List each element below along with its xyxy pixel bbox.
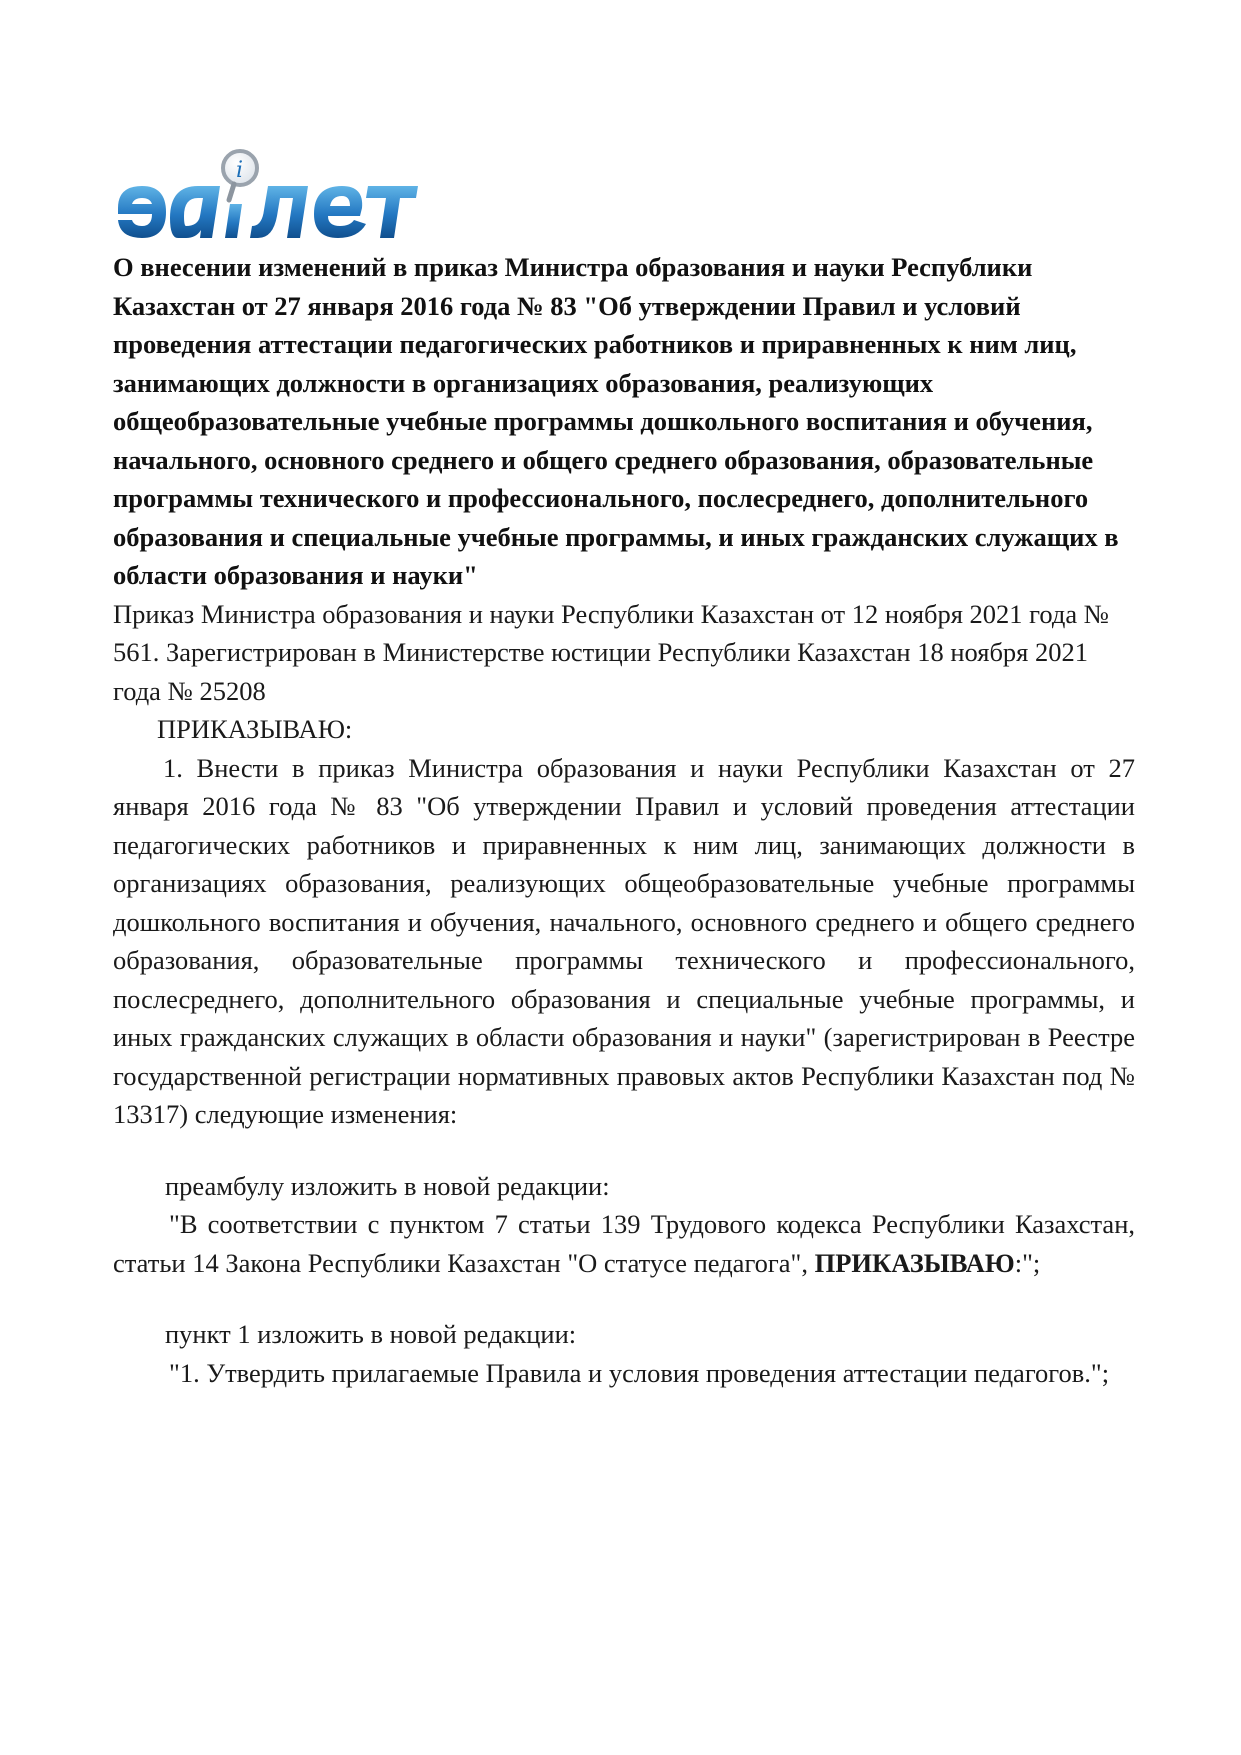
preamble-text: "В соответствии с пунктом 7 статьи 139 Трудового кодекса Республики Казахстан, статьи 14 Закона Республики Казахстан "О статусе педагога",: [113, 1209, 1135, 1278]
document-title: О внесении изменений в приказ Министра образования и науки Республики Казахстан от 27 января 2016 года № 83 "Об утверждении Правил и условий проведения аттестации педагогических работников и приравненных к ним лиц, занимающих должности в организациях образования, реализующих общеобразовательные учебные программы дошкольного воспитания и обучения, начального, основного среднего и общего среднего образования, образовательные программы технического и профессионального, послесреднего, дополнительного образования и специальные учебные программы, и иных гражданских служащих в области образования и науки": [113, 252, 1119, 590]
paragraph-gap: [113, 1282, 1135, 1315]
preamble-intro: преамбулу изложить в новой редакции:: [165, 1170, 610, 1201]
order-word: ПРИКАЗЫВАЮ:: [157, 714, 353, 744]
svg-text:i: i: [236, 158, 244, 183]
preamble-tail: :";: [1014, 1247, 1041, 1278]
adilet-logo-graphic: [112, 146, 462, 246]
document-meta: Приказ Министра образования и науки Республики Казахстан от 12 ноября 2021 года № 561. Зарегистрирован в Министерстве юстиции Республики Казахстан 18 ноября 2021 года № 25208: [113, 598, 1110, 706]
point1-intro: пункт 1 изложить в новой редакции:: [165, 1319, 577, 1349]
document-body: [113, 248, 1135, 1392]
preamble-order-word: ПРИКАЗЫВАЮ: [814, 1247, 1015, 1278]
paragraph-gap: [113, 1134, 1135, 1167]
preamble-text-paragraph: [113, 1205, 1135, 1282]
point1-text: "1. Утвердить прилагаемые Правила и условия проведения аттестации педагогов.";: [169, 1357, 1110, 1388]
adilet-logo: [112, 146, 462, 246]
item-1-paragraph: 1. Внести в приказ Министра образования и науки Республики Казахстан от 27 января 2016 года № 83 "Об утверждении Правил и условий проведения аттестации педагогических работников и приравненных к ним лиц, занимающих должности в организациях образования, реализующих общеобразовательные учебные программы дошкольного воспитания и обучения, начального, основного среднего и общего среднего образования, образовательные программы технического и профессионального, послесреднего, дополнительного образования и специальные учебные программы, и иных гражданских служащих в области образования и науки" (зарегистрирован в Реестре государственной регистрации нормативных правовых актов Республики Казахстан под № 13317) следующие изменения:: [113, 752, 1135, 1129]
